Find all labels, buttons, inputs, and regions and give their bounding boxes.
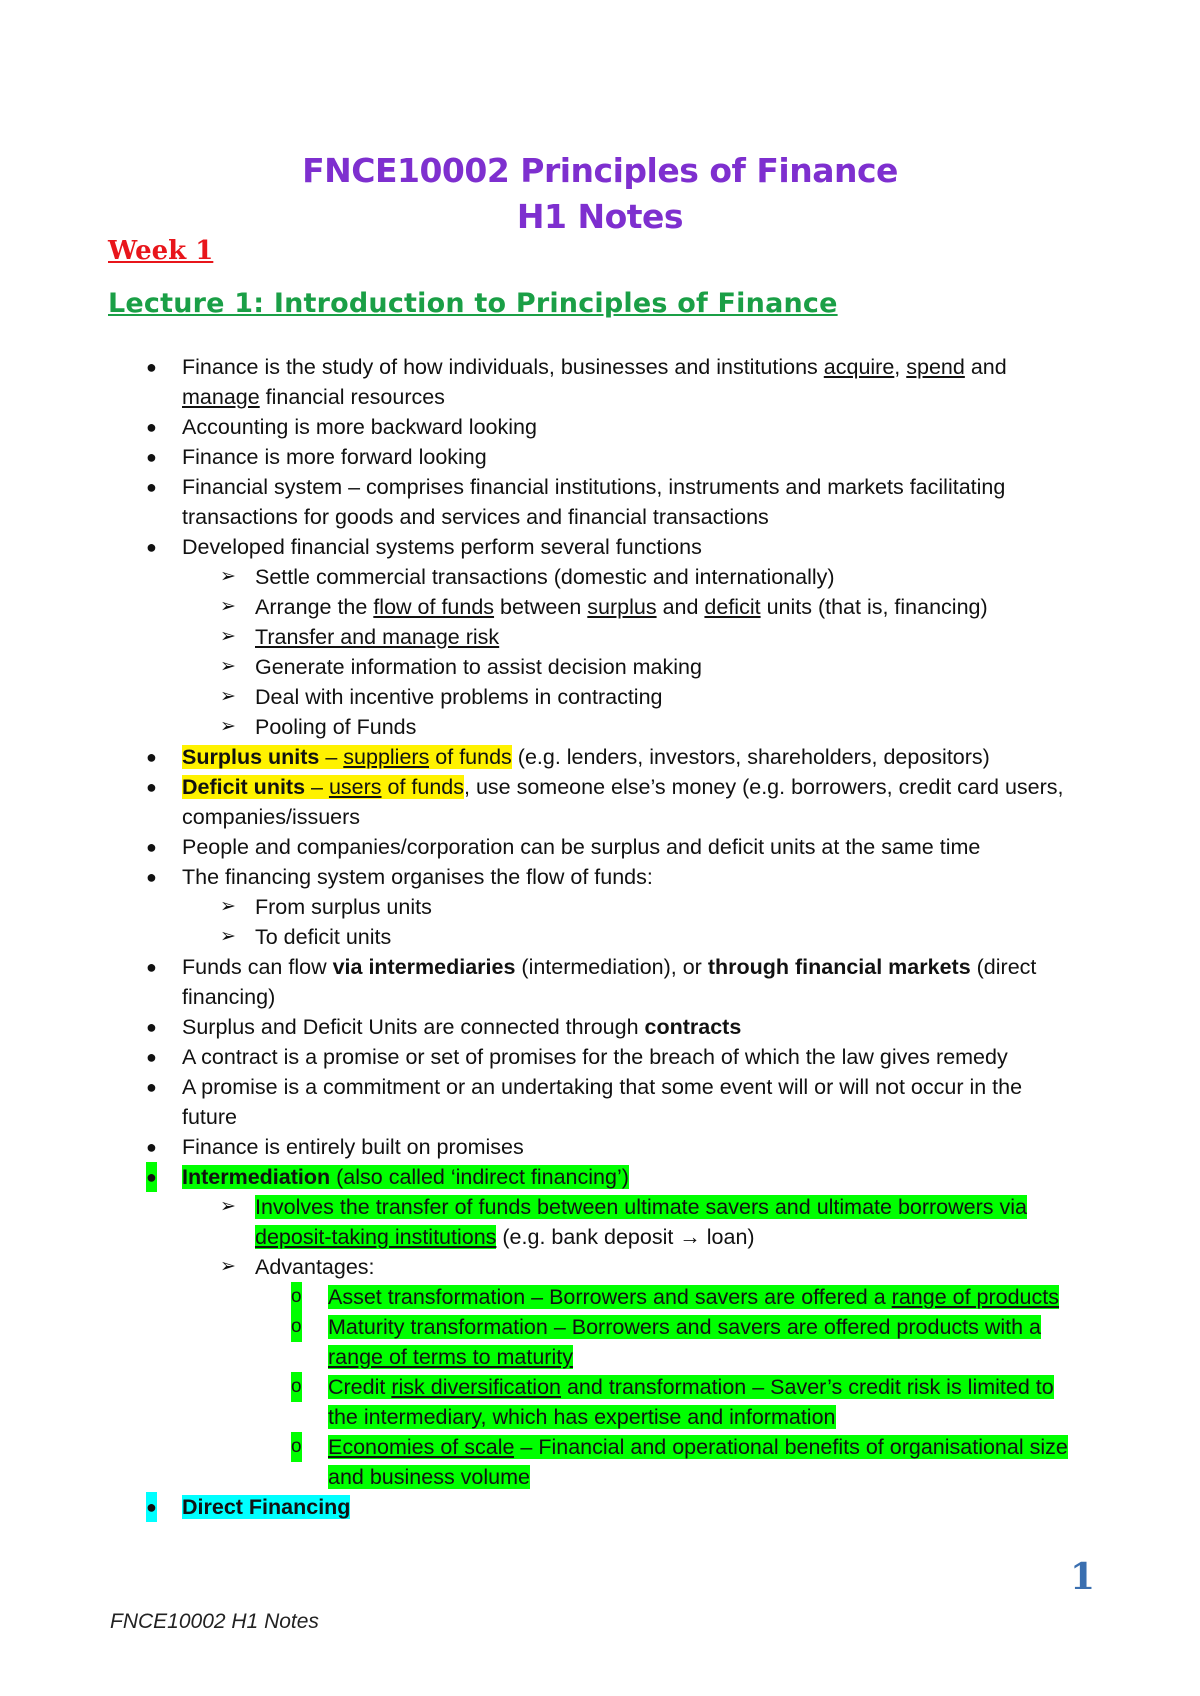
bullet-icon: ● bbox=[146, 837, 157, 857]
note-text: financing) bbox=[182, 985, 276, 1009]
bullet-icon: ● bbox=[146, 1137, 157, 1157]
week-heading: Week 1 bbox=[108, 236, 214, 266]
note-text: Intermediation bbox=[182, 1165, 331, 1189]
note-text: Direct Financing bbox=[182, 1495, 351, 1519]
arrow-bullet-icon: ➢ bbox=[220, 896, 236, 917]
note-line bbox=[0, 352, 1200, 382]
note-line bbox=[0, 1042, 1200, 1072]
note-text: Settle commercial transactions (domestic and internationally) bbox=[255, 565, 835, 589]
circle-bullet-icon: o bbox=[291, 1312, 302, 1342]
note-line bbox=[0, 802, 1200, 832]
note-line bbox=[0, 1102, 1200, 1132]
note-line bbox=[0, 442, 1200, 472]
note-text: companies/issuers bbox=[182, 805, 361, 829]
bullet-icon: ● bbox=[146, 957, 157, 977]
note-text: – Financial and operational benefits of organisational size bbox=[514, 1435, 1068, 1459]
note-text: of funds bbox=[381, 775, 465, 799]
note-text: Deal with incentive problems in contracting bbox=[255, 685, 663, 709]
note-text: users bbox=[328, 775, 382, 799]
arrow-bullet-icon: ➢ bbox=[220, 596, 236, 617]
note-line bbox=[0, 1342, 1200, 1372]
note-line bbox=[0, 922, 1200, 952]
note-line bbox=[0, 532, 1200, 562]
note-text: Advantages: bbox=[255, 1255, 375, 1279]
note-text: To deficit units bbox=[255, 925, 392, 949]
note-text: Pooling of Funds bbox=[255, 715, 417, 739]
note-text: , bbox=[894, 355, 907, 379]
note-text: Arrange the bbox=[255, 595, 374, 619]
bullet-icon: ● bbox=[146, 417, 157, 437]
bullet-icon: ● bbox=[146, 1077, 157, 1097]
note-text: deficit bbox=[704, 595, 761, 619]
note-text: Finance is the study of how individuals, businesses and institutions bbox=[182, 355, 824, 379]
note-text: manage bbox=[182, 385, 260, 409]
title-line-2: H1 Notes bbox=[516, 197, 684, 236]
note-text: Surplus units bbox=[182, 745, 320, 769]
note-text: (direct bbox=[970, 955, 1037, 979]
note-text: , use someone else’s money (e.g. borrowers, credit card users, bbox=[464, 775, 1064, 799]
note-text: spend bbox=[906, 355, 965, 379]
note-text: and transformation – Saver’s credit risk is limited to bbox=[561, 1375, 1054, 1399]
note-line bbox=[0, 682, 1200, 712]
note-text: range of terms to maturity bbox=[328, 1345, 573, 1369]
note-text: transactions for goods and services and financial transactions bbox=[182, 505, 769, 529]
note-text: Deficit units bbox=[182, 775, 306, 799]
note-line bbox=[0, 862, 1200, 892]
note-line bbox=[0, 1132, 1200, 1162]
note-line bbox=[0, 562, 1200, 592]
note-line bbox=[0, 1372, 1200, 1402]
note-text: acquire bbox=[823, 355, 895, 379]
note-text: units (that is, financing) bbox=[760, 595, 988, 619]
note-text: Credit bbox=[328, 1375, 392, 1399]
note-text: Accounting is more backward looking bbox=[182, 415, 537, 439]
note-line bbox=[0, 982, 1200, 1012]
note-line bbox=[0, 652, 1200, 682]
note-text: Economies of scale bbox=[328, 1435, 515, 1459]
notes-list bbox=[0, 352, 1200, 1522]
note-text: and business volume bbox=[328, 1465, 530, 1489]
note-line bbox=[0, 1222, 1200, 1252]
arrow-bullet-icon: ➢ bbox=[220, 626, 236, 647]
note-text: Developed financial systems perform several functions bbox=[182, 535, 702, 559]
arrow-bullet-icon: ➢ bbox=[220, 716, 236, 737]
note-line bbox=[0, 1432, 1200, 1462]
note-text: Asset transformation – Borrowers and savers are offered a bbox=[328, 1285, 892, 1309]
note-line bbox=[0, 1162, 1200, 1192]
note-text: flow of funds bbox=[373, 595, 495, 619]
note-line bbox=[0, 622, 1200, 652]
note-text: (also called ‘indirect financing’) bbox=[330, 1165, 629, 1189]
note-line bbox=[0, 382, 1200, 412]
note-line bbox=[0, 952, 1200, 982]
note-text: – bbox=[305, 775, 329, 799]
lecture-heading: Lecture 1: Introduction to Principles of Finance bbox=[108, 288, 838, 319]
note-line bbox=[0, 412, 1200, 442]
bullet-icon: ● bbox=[146, 447, 157, 467]
note-line bbox=[0, 1312, 1200, 1342]
bullet-icon: ● bbox=[146, 1162, 157, 1192]
note-text: via intermediaries bbox=[332, 955, 516, 979]
document-title bbox=[0, 148, 1200, 240]
note-text: range of products bbox=[891, 1285, 1059, 1309]
note-text: contracts bbox=[644, 1015, 742, 1039]
bullet-icon: ● bbox=[146, 1017, 157, 1037]
title-line-1: FNCE10002 Principles of Finance bbox=[302, 151, 898, 190]
note-text: Maturity transformation – Borrowers and savers are offered products with a bbox=[328, 1315, 1042, 1339]
bullet-icon: ● bbox=[146, 747, 157, 767]
bullet-icon: ● bbox=[146, 777, 157, 797]
note-line bbox=[0, 742, 1200, 772]
note-text: of funds bbox=[429, 745, 512, 769]
arrow-bullet-icon: ➢ bbox=[220, 926, 236, 947]
note-text: A contract is a promise or set of promises for the breach of which the law gives remedy bbox=[182, 1045, 1008, 1069]
note-text: the intermediary, which has expertise and information bbox=[328, 1405, 836, 1429]
note-text: Finance is entirely built on promises bbox=[182, 1135, 524, 1159]
note-line bbox=[0, 502, 1200, 532]
note-text: suppliers bbox=[343, 745, 430, 769]
bullet-icon: ● bbox=[146, 357, 157, 377]
note-line bbox=[0, 592, 1200, 622]
note-text: A promise is a commitment or an undertaking that some event will or will not occur in the bbox=[182, 1075, 1023, 1099]
note-line bbox=[0, 712, 1200, 742]
note-text: between bbox=[494, 595, 588, 619]
note-text: financial resources bbox=[259, 385, 445, 409]
note-line bbox=[0, 1192, 1200, 1222]
arrow-bullet-icon: ➢ bbox=[220, 1196, 236, 1217]
note-text: (intermediation), or bbox=[515, 955, 708, 979]
note-text: Generate information to assist decision making bbox=[255, 655, 702, 679]
note-text: surplus bbox=[587, 595, 657, 619]
note-text: From surplus units bbox=[255, 895, 432, 919]
circle-bullet-icon: o bbox=[291, 1432, 302, 1462]
note-text: Funds can flow bbox=[182, 955, 333, 979]
note-text: risk diversification bbox=[391, 1375, 561, 1399]
note-line bbox=[0, 1282, 1200, 1312]
arrow-bullet-icon: ➢ bbox=[220, 686, 236, 707]
note-line bbox=[0, 892, 1200, 922]
arrow-bullet-icon: ➢ bbox=[220, 656, 236, 677]
circle-bullet-icon: o bbox=[291, 1372, 302, 1402]
note-line bbox=[0, 1402, 1200, 1432]
bullet-icon: ● bbox=[146, 1047, 157, 1067]
note-text: and bbox=[964, 355, 1007, 379]
note-line bbox=[0, 472, 1200, 502]
bullet-icon: ● bbox=[146, 477, 157, 497]
page-number: 1 bbox=[1070, 1556, 1096, 1598]
note-line bbox=[0, 1462, 1200, 1492]
note-text: Surplus and Deficit Units are connected through bbox=[182, 1015, 645, 1039]
bullet-icon: ● bbox=[146, 537, 157, 557]
arrow-bullet-icon: ➢ bbox=[220, 566, 236, 587]
footer-text: FNCE10002 H1 Notes bbox=[110, 1610, 319, 1633]
note-text: Involves the transfer of funds between ultimate savers and ultimate borrowers via bbox=[255, 1195, 1027, 1219]
note-text: through financial markets bbox=[707, 955, 971, 979]
note-text: – bbox=[319, 745, 344, 769]
note-line bbox=[0, 1252, 1200, 1282]
note-text: future bbox=[182, 1105, 237, 1129]
bullet-icon: ● bbox=[146, 1492, 157, 1522]
note-text: (e.g. lenders, investors, shareholders, depositors) bbox=[511, 745, 990, 769]
note-text: The financing system organises the flow of funds: bbox=[182, 865, 653, 889]
circle-bullet-icon: o bbox=[291, 1282, 302, 1312]
note-text: and bbox=[656, 595, 705, 619]
note-line bbox=[0, 1012, 1200, 1042]
note-line bbox=[0, 1072, 1200, 1102]
note-text: Finance is more forward looking bbox=[182, 445, 487, 469]
note-text: (e.g. bank deposit → loan) bbox=[496, 1225, 755, 1249]
arrow-bullet-icon: ➢ bbox=[220, 1256, 236, 1277]
bullet-icon: ● bbox=[146, 867, 157, 887]
note-line bbox=[0, 1492, 1200, 1522]
note-text: deposit-taking institutions bbox=[255, 1225, 497, 1249]
note-line bbox=[0, 832, 1200, 862]
note-text: Transfer and manage risk bbox=[255, 625, 500, 649]
note-text: Financial system – comprises financial institutions, instruments and markets facilitating bbox=[182, 475, 1006, 499]
note-line bbox=[0, 772, 1200, 802]
note-text: People and companies/corporation can be surplus and deficit units at the same time bbox=[182, 835, 981, 859]
